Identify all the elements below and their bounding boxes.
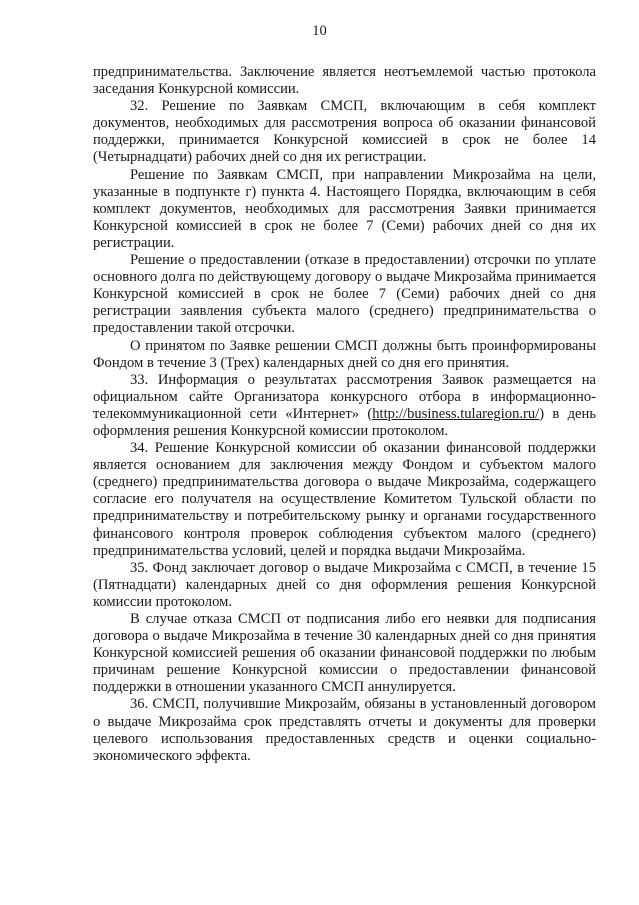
paragraph-clause-32: 32. Решение по Заявкам СМСП, включающим в себя комплект документов, необходимых для рассмотрения вопроса об оказании финансовой поддержки, принимается Конкурсной комиссией в срок не более 14 (Четырнадцати) рабочих дней со дня их регистрации.	[93, 98, 596, 166]
paragraph-clause-35: 35. Фонд заключает договор о выдаче Микрозайма с СМСП, в течение 15 (Пятнадцати) календарных дней со дня оформления решения Конкурсной комиссии протоколом.	[93, 559, 596, 610]
page-number: 10	[312, 23, 327, 39]
paragraph-microloan-decision: Решение по Заявкам СМСП, при направлении Микрозайма на цели, указанные в подпункте г) пункта 4. Настоящего Порядка, включающим в себя комплект документов, необходимых для рассмотрения Заявки принимается Конкурсной комиссией в срок не более 7 (Семи) рабочих дней со дня их регистрации.	[93, 166, 596, 251]
clause-33-text-start: 33. Информация о результатах рассмотрения Заявок размещается на официальном сайте Организатора конкурсного отбора в информационно-телекоммуникационной сети «Интернет» (	[93, 371, 596, 422]
paragraph-clause-33	[93, 372, 596, 440]
clause-33-text-end: ) в день оформления решения Конкурсной комиссии протоколом.	[93, 405, 596, 439]
document-body	[93, 64, 596, 765]
paragraph-continuation: предпринимательства. Заключение является неотъемлемой частью протокола заседания Конкурсной комиссии.	[93, 64, 596, 98]
website-link[interactable]: http://business.tularegion.ru/	[372, 405, 540, 422]
paragraph-clause-34: 34. Решение Конкурсной комиссии об оказании финансовой поддержки является основанием для заключения между Фондом и субъектом малого (среднего) предпринимательства договора о выдаче Микрозайма, содержащего согласие его получателя на осуществление Комитетом Тульской области по предпринимательству и потребительскому рынку и органами государственного финансового контроля проверок соблюдения субъектом малого (среднего) предпринимательства условий, целей и порядка выдачи Микрозайма.	[93, 440, 596, 559]
paragraph-deferral-decision: Решение о предоставлении (отказе в предоставлении) отсрочки по уплате основного долга по действующему договору о выдаче Микрозайма принимается Конкурсной комиссией в срок не более 7 (Семи) рабочих дней со дня регистрации заявления субъекта малого (среднего) предпринимательства о предоставлении такой отсрочки.	[93, 252, 596, 337]
paragraph-notification: О принятом по Заявке решении СМСП должны быть проинформированы Фондом в течение 3 (Трех) календарных дней со дня его принятия.	[93, 337, 596, 371]
paragraph-refusal: В случае отказа СМСП от подписания либо его неявки для подписания договора о выдаче Микрозайма в течение 30 календарных дней со дня принятия Конкурсной комиссией решения об оказании финансовой поддержки по любым причинам решение Конкурсной комиссии о предоставлении финансовой поддержки в отношении указанного СМСП аннулируется.	[93, 611, 596, 696]
paragraph-clause-36: 36. СМСП, получившие Микрозайм, обязаны в установленный договором о выдаче Микрозайма срок представлять отчеты и документы для проверки целевого использования предоставленных средств и оценки социально-экономического эффекта.	[93, 696, 596, 764]
